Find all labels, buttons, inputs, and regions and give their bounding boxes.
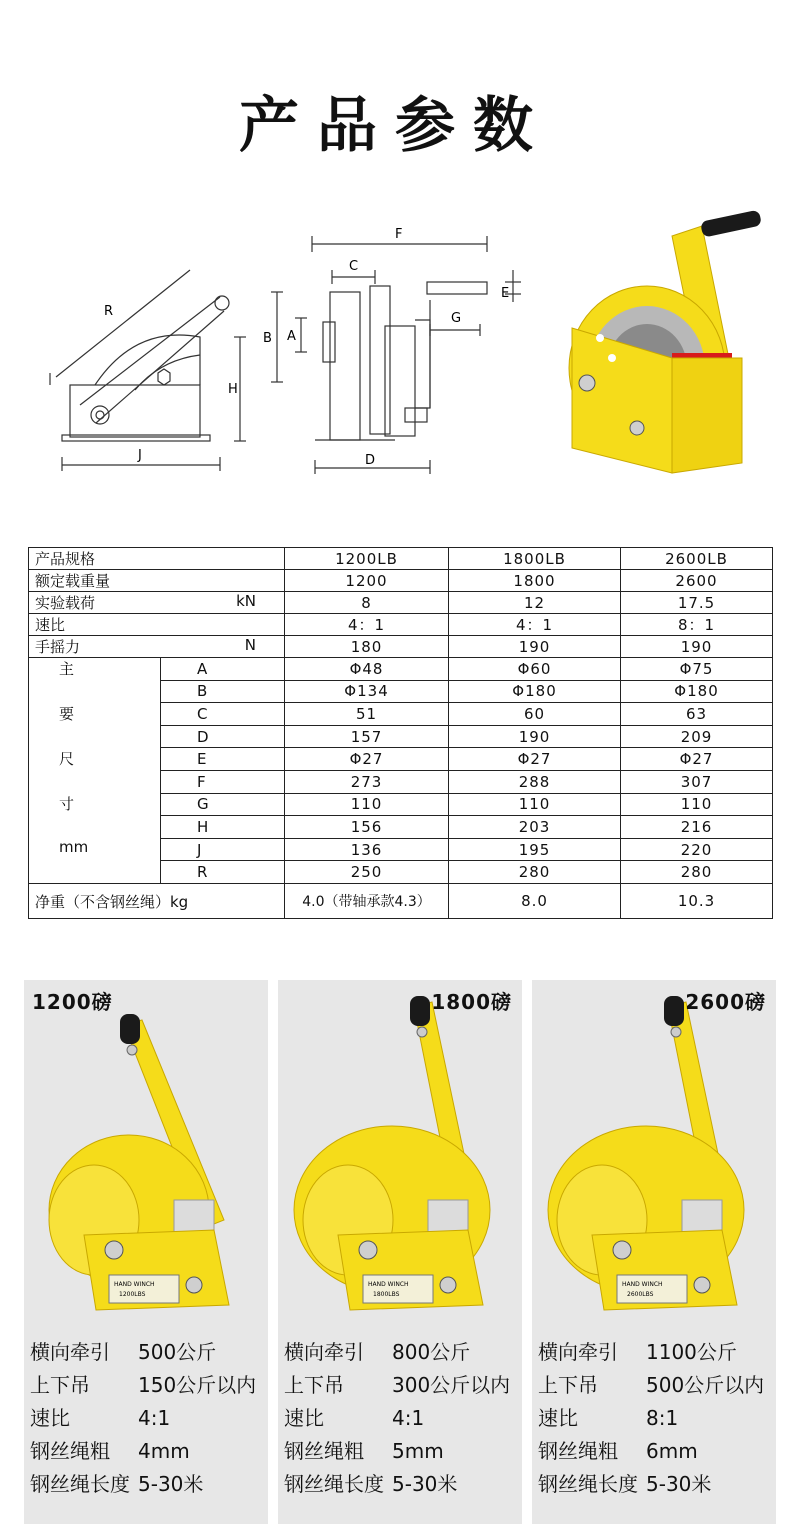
dimension-value: 157	[285, 725, 449, 748]
spec-line-key: 速比	[30, 1406, 70, 1430]
spec-line-key: 钢丝绳长度	[30, 1472, 130, 1496]
dimension-value: 110	[285, 793, 449, 816]
spec-line-value: 8:1	[646, 1406, 679, 1430]
dimension-value: 51	[285, 703, 449, 726]
spec-line-value: 5mm	[392, 1439, 444, 1463]
dimension-value: 288	[449, 770, 621, 793]
spec-line	[538, 1369, 764, 1402]
dimension-value: 203	[449, 816, 621, 839]
spec-value: 8：1	[621, 614, 773, 636]
spec-line-key: 上下吊	[30, 1373, 90, 1397]
spec-value: 1800	[449, 570, 621, 592]
spec-line	[284, 1369, 510, 1402]
winch-photo	[532, 980, 776, 1325]
spec-value: 2600	[621, 570, 773, 592]
spec-line-key: 速比	[538, 1406, 578, 1430]
spec-value: 1800LB	[449, 548, 621, 570]
winch-plate-model: 1800LBS	[373, 1291, 400, 1298]
spec-line	[30, 1435, 256, 1468]
spec-value: 8	[285, 592, 449, 614]
spec-line-value: 300公斤以内	[392, 1373, 511, 1397]
spec-line	[30, 1468, 256, 1501]
dimension-key: E	[161, 748, 285, 771]
dimension-value: 195	[449, 838, 621, 861]
spec-line-value: 5-30米	[392, 1472, 458, 1496]
spec-value: 180	[285, 636, 449, 658]
winch-side-drawing	[40, 245, 270, 475]
spec-line-key: 上下吊	[284, 1373, 344, 1397]
dimension-value: 250	[285, 861, 449, 884]
spec-line-key: 横向牵引	[538, 1340, 618, 1364]
spec-line-key: 横向牵引	[284, 1340, 364, 1364]
spec-row	[29, 592, 773, 614]
dim-label-f: F	[395, 227, 403, 242]
spec-table	[28, 547, 773, 919]
weight-value: 8.0	[449, 884, 621, 919]
spec-line	[284, 1336, 510, 1369]
spec-line-value: 4:1	[392, 1406, 425, 1430]
spec-line-key: 钢丝绳长度	[538, 1472, 638, 1496]
spec-line	[284, 1468, 510, 1501]
spec-row	[29, 548, 773, 570]
winch-product-photo	[552, 208, 772, 483]
spec-line	[538, 1468, 764, 1501]
dimension-value: 273	[285, 770, 449, 793]
winch-front-drawing	[255, 222, 530, 477]
dimension-value: 63	[621, 703, 773, 726]
dimension-value: Φ180	[621, 680, 773, 703]
spec-value: 12	[449, 592, 621, 614]
spec-line	[30, 1369, 256, 1402]
spec-line-key: 钢丝绳粗	[284, 1439, 364, 1463]
dimension-key: A	[161, 658, 285, 681]
product-card	[532, 980, 776, 1524]
winch-plate-text: HAND WINCH	[368, 1281, 409, 1288]
dimension-value: Φ60	[449, 658, 621, 681]
product-card	[278, 980, 522, 1524]
dimension-value: Φ75	[621, 658, 773, 681]
dim-label-j: J	[138, 448, 142, 463]
dimension-value: 220	[621, 838, 773, 861]
winch-plate-model: 2600LBS	[627, 1291, 654, 1298]
spec-row-label: 手摇力 N	[29, 636, 285, 658]
spec-line-key: 钢丝绳粗	[30, 1439, 110, 1463]
spec-line-value: 500公斤	[138, 1340, 217, 1364]
spec-row-label: 速比	[29, 614, 285, 636]
product-specs	[538, 1336, 764, 1501]
dimension-value: 307	[621, 770, 773, 793]
spec-value: 190	[449, 636, 621, 658]
spec-value: 17.5	[621, 592, 773, 614]
dimension-value: 110	[621, 793, 773, 816]
spec-line-key: 钢丝绳长度	[284, 1472, 384, 1496]
dimension-value: 156	[285, 816, 449, 839]
dimension-value: 136	[285, 838, 449, 861]
spec-value: 2600LB	[621, 548, 773, 570]
dimension-value: Φ134	[285, 680, 449, 703]
dimension-value: 190	[449, 725, 621, 748]
spec-line-value: 800公斤	[392, 1340, 471, 1364]
product-title: 2600磅	[685, 990, 766, 1014]
weight-value: 4.0（带轴承款4.3）	[285, 884, 449, 919]
dimension-value: 110	[449, 793, 621, 816]
product-card	[24, 980, 268, 1524]
dimension-key: R	[161, 861, 285, 884]
winch-plate-text: HAND WINCH	[114, 1281, 155, 1288]
spec-line-value: 5-30米	[646, 1472, 712, 1496]
spec-line	[538, 1435, 764, 1468]
spec-line	[30, 1336, 256, 1369]
spec-line-key: 速比	[284, 1406, 324, 1430]
winch-photo	[24, 980, 268, 1325]
weight-label: 净重（不含钢丝绳）kg	[29, 884, 285, 919]
dimension-key: C	[161, 703, 285, 726]
spec-value: 1200	[285, 570, 449, 592]
spec-line-value: 6mm	[646, 1439, 698, 1463]
dim-label-a: A	[287, 329, 296, 344]
dimension-value: Φ27	[449, 748, 621, 771]
spec-row-label: 产品规格	[29, 548, 285, 570]
spec-line-value: 5-30米	[138, 1472, 204, 1496]
spec-line-key: 上下吊	[538, 1373, 598, 1397]
spec-row	[29, 570, 773, 592]
spec-value: 4：1	[285, 614, 449, 636]
dimension-key: J	[161, 838, 285, 861]
dim-label-b: B	[263, 331, 272, 346]
dimension-key: D	[161, 725, 285, 748]
spec-line	[284, 1402, 510, 1435]
spec-row-label: 额定载重量	[29, 570, 285, 592]
dimension-value: 280	[621, 861, 773, 884]
dimension-value: 280	[449, 861, 621, 884]
winch-plate-text: HAND WINCH	[622, 1281, 663, 1288]
dimension-value: Φ180	[449, 680, 621, 703]
dim-label-h: H	[228, 382, 238, 397]
spec-row	[29, 614, 773, 636]
dimension-key: F	[161, 770, 285, 793]
dim-label-c: C	[349, 259, 359, 274]
dimension-row	[29, 658, 773, 681]
spec-row	[29, 636, 773, 658]
dimension-value: 216	[621, 816, 773, 839]
dim-label-g: G	[451, 311, 462, 326]
product-specs	[30, 1336, 256, 1501]
spec-line-value: 500公斤以内	[646, 1373, 765, 1397]
dimension-key: B	[161, 680, 285, 703]
spec-value: 4：1	[449, 614, 621, 636]
weight-value: 10.3	[621, 884, 773, 919]
dimension-value: 60	[449, 703, 621, 726]
dimension-key: G	[161, 793, 285, 816]
spec-value: 190	[621, 636, 773, 658]
spec-line	[30, 1402, 256, 1435]
dimension-value: Φ27	[621, 748, 773, 771]
spec-line-key: 横向牵引	[30, 1340, 110, 1364]
product-specs	[284, 1336, 510, 1501]
dim-label-r: R	[104, 304, 114, 319]
dimension-header: 主 要 尺 寸 mm	[29, 658, 161, 884]
spec-line	[284, 1435, 510, 1468]
product-title: 1200磅	[32, 990, 113, 1014]
spec-value: 1200LB	[285, 548, 449, 570]
page-title: 产品参数	[239, 91, 551, 161]
spec-line-value: 4:1	[138, 1406, 171, 1430]
weight-row	[29, 884, 773, 919]
spec-line-value: 1100公斤	[646, 1340, 737, 1364]
spec-row-label: 实验载荷 kN	[29, 592, 285, 614]
spec-line-value: 150公斤以内	[138, 1373, 257, 1397]
dimension-value: Φ27	[285, 748, 449, 771]
spec-line-key: 钢丝绳粗	[538, 1439, 618, 1463]
winch-photo	[278, 980, 522, 1325]
spec-line-value: 4mm	[138, 1439, 190, 1463]
dim-label-d: D	[365, 453, 376, 468]
spec-line	[538, 1402, 764, 1435]
dimension-value: 209	[621, 725, 773, 748]
dimension-key: H	[161, 816, 285, 839]
dimension-value: Φ48	[285, 658, 449, 681]
product-title: 1800磅	[431, 990, 512, 1014]
winch-plate-model: 1200LBS	[119, 1291, 146, 1298]
dim-label-e: E	[501, 286, 510, 301]
spec-line	[538, 1336, 764, 1369]
